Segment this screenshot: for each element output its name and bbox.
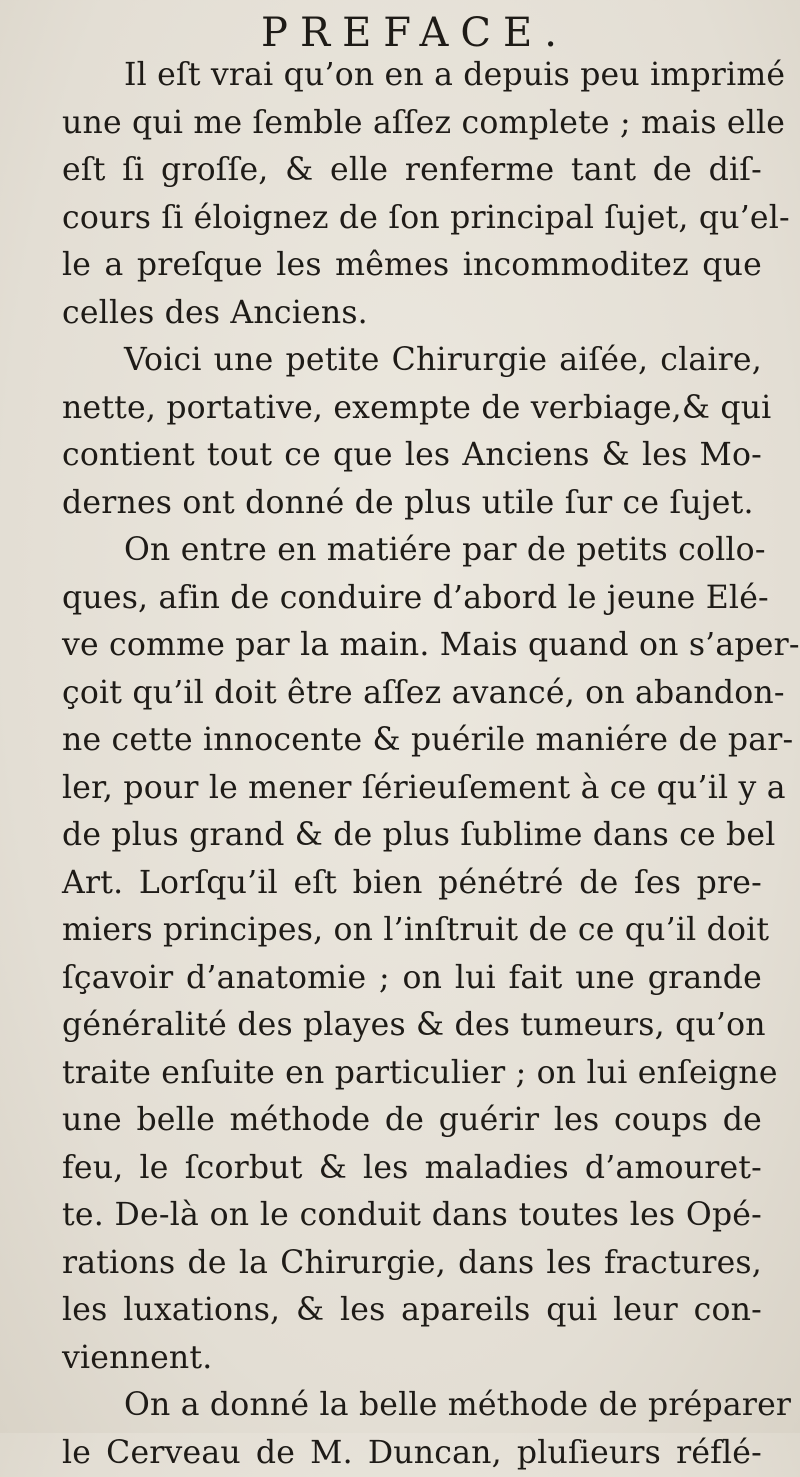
text-line: On a donné la belle méthode de préparer — [62, 1382, 762, 1430]
text-line: contient tout ce que les Anciens & les Mo- — [62, 432, 762, 480]
text-line: Voici une petite Chirurgie aiſée, claire, — [62, 337, 762, 385]
paragraph-4 — [62, 1382, 762, 1477]
text-line: les luxations, & les apareils qui leur con- — [62, 1287, 762, 1335]
text-line: cours ſi éloignez de ſon principal ſujet, qu’el- — [62, 195, 762, 243]
page-title: PREFACE. — [0, 6, 800, 60]
text-line: une belle méthode de guérir les coups de — [62, 1097, 762, 1145]
text-line: viennent. — [62, 1335, 762, 1383]
text-line: te. De-là on le conduit dans toutes les Opé- — [62, 1192, 762, 1240]
text-line: çoit qu’il doit être aſſez avancé, on abandon- — [62, 670, 762, 718]
paragraph-2 — [62, 337, 762, 527]
text-line: ler, pour le mener ſérieuſement à ce qu’il y a — [62, 765, 762, 813]
text-line: celles des Anciens. — [62, 290, 762, 338]
text-line: eſt ſi groſſe, & elle renferme tant de diſ- — [62, 147, 762, 195]
text-line: miers principes, on l’inſtruit de ce qu’il doit — [62, 907, 762, 955]
text-line: le a preſque les mêmes incommoditez que — [62, 242, 762, 290]
text-line: On entre en matiére par de petits collo- — [62, 527, 762, 575]
text-line: généralité des playes & des tumeurs, qu’on — [62, 1002, 762, 1050]
text-line: ve comme par la main. Mais quand on s’aper- — [62, 622, 762, 670]
text-line: dernes ont donné de plus utile ſur ce ſujet. — [62, 480, 762, 528]
text-line: ne cette innocente & puérile maniére de par- — [62, 717, 762, 765]
text-line: traite enſuite en particulier ; on lui enſeigne — [62, 1050, 762, 1098]
body-text — [62, 52, 762, 1477]
paragraph-1 — [62, 52, 762, 337]
text-line: Il eſt vrai qu’on en a depuis peu imprimé — [62, 52, 762, 100]
paragraph-3 — [62, 527, 762, 1382]
text-line: le Cerveau de M. Duncan, pluſieurs réflé- — [62, 1430, 762, 1477]
text-line: une qui me ſemble aſſez complete ; mais elle — [62, 100, 762, 148]
text-line: ques, afin de conduire d’abord le jeune Elé- — [62, 575, 762, 623]
text-line: Art. Lorſqu’il eſt bien pénétré de ſes pre- — [62, 860, 762, 908]
text-line: rations de la Chirurgie, dans les fractures, — [62, 1240, 762, 1288]
text-line: de plus grand & de plus ſublime dans ce bel — [62, 812, 762, 860]
text-line: feu, le ſcorbut & les maladies d’amouret- — [62, 1145, 762, 1193]
text-line: nette, portative, exempte de verbiage,& qui — [62, 385, 762, 433]
text-line: ſçavoir d’anatomie ; on lui fait une grande — [62, 955, 762, 1003]
